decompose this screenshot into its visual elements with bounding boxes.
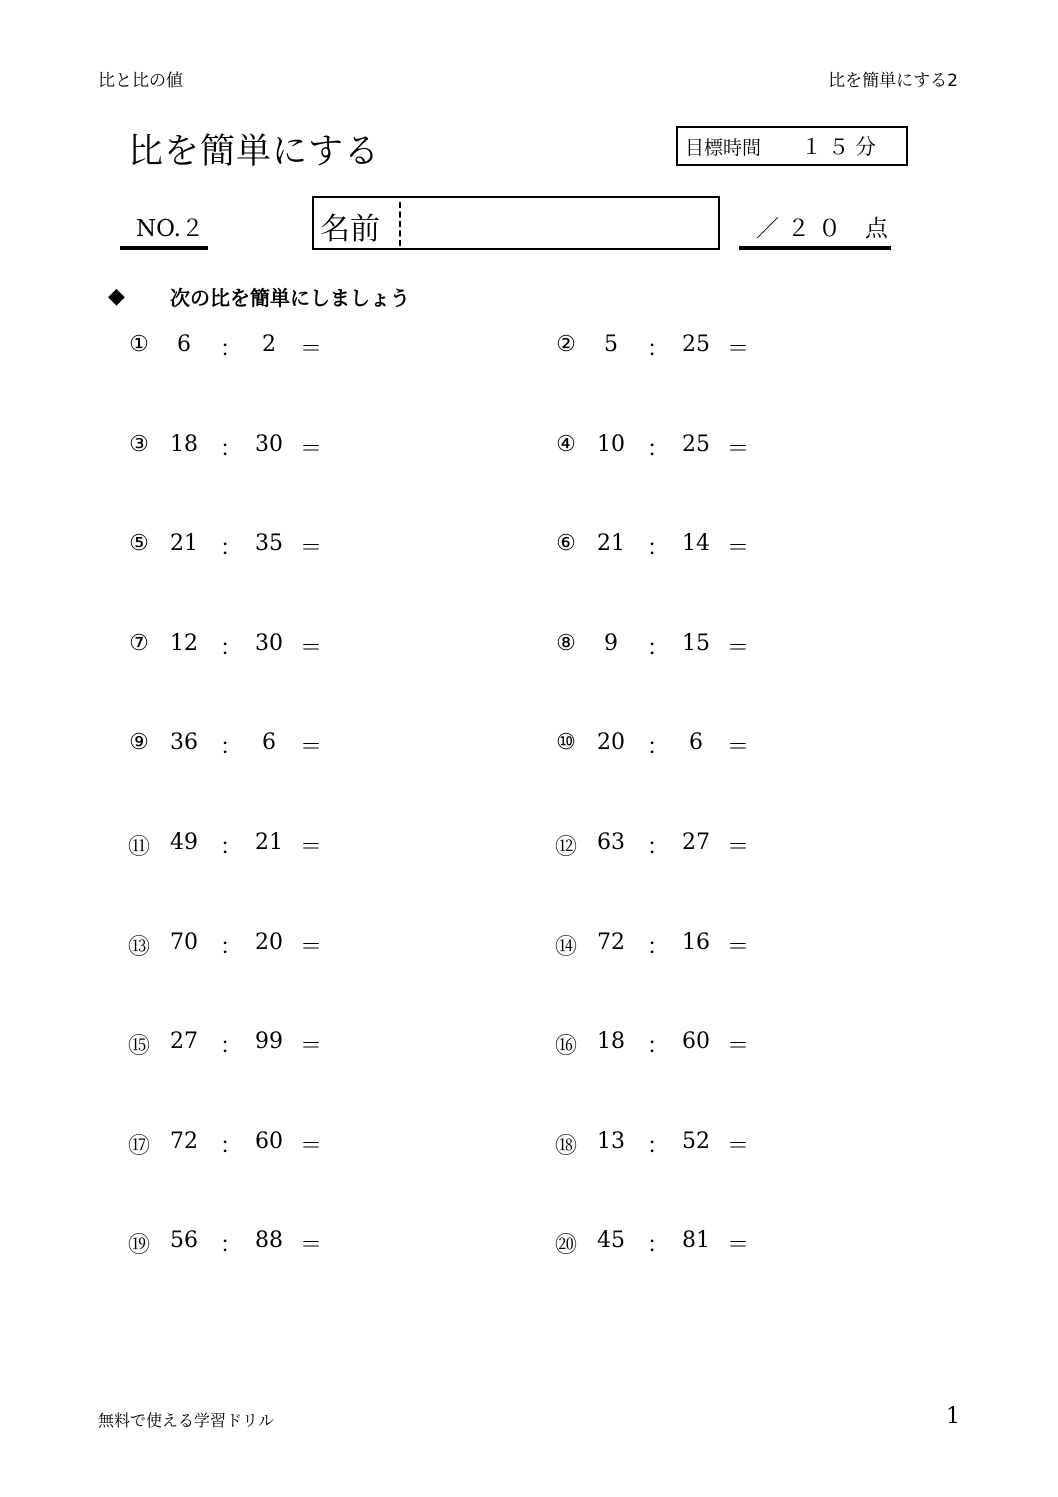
ratio-left-term: 9 — [604, 631, 618, 656]
ratio-left-term: 49 — [170, 830, 198, 855]
ratio-left-term: 18 — [170, 432, 198, 457]
ratio-left-term: 5 — [604, 332, 618, 357]
target-time-value: １５分 — [801, 135, 883, 159]
target-time-label: 目標時間 — [685, 136, 762, 159]
problem-item — [551, 332, 771, 362]
equals-sign: ＝ — [727, 536, 750, 561]
problem-item — [124, 830, 344, 860]
ratio-colon: ： — [647, 337, 670, 362]
problem-item — [124, 730, 344, 760]
ratio-left-term: 21 — [170, 531, 198, 556]
instruction — [108, 282, 410, 311]
problem-number: ⑳ — [554, 1233, 577, 1258]
equals-sign: ＝ — [300, 337, 323, 362]
problem-item — [551, 631, 771, 661]
ratio-left-term: 20 — [597, 730, 625, 755]
ratio-right-term: 88 — [255, 1228, 283, 1253]
equals-sign: ＝ — [300, 1233, 323, 1258]
ratio-colon: ： — [220, 735, 243, 760]
problem-number: ④ — [556, 432, 576, 457]
ratio-colon: ： — [220, 1134, 243, 1159]
problem-number: ① — [129, 332, 149, 357]
ratio-colon: ： — [220, 536, 243, 561]
problem-item — [124, 1029, 344, 1059]
ratio-right-term: 60 — [682, 1029, 710, 1054]
ratio-left-term: 45 — [597, 1228, 625, 1253]
page-number: 1 — [946, 1404, 960, 1429]
ratio-left-term: 13 — [597, 1129, 625, 1154]
equals-sign: ＝ — [300, 437, 323, 462]
name-label: 名前 — [320, 212, 380, 247]
problem-number: ⑯ — [554, 1034, 577, 1059]
ratio-left-term: 27 — [170, 1029, 198, 1054]
ratio-colon: ： — [647, 1134, 670, 1159]
ratio-left-term: 12 — [170, 631, 198, 656]
score-underline — [739, 246, 891, 250]
ratio-right-term: 52 — [682, 1129, 710, 1154]
problem-item — [124, 631, 344, 661]
ratio-colon: ： — [220, 337, 243, 362]
ratio-right-term: 30 — [255, 631, 283, 656]
score-total: ／２０ — [756, 216, 849, 242]
diamond-icon: ◆ — [108, 284, 125, 309]
ratio-left-term: 36 — [170, 730, 198, 755]
problem-item — [551, 1129, 771, 1159]
problem-number: ⑨ — [129, 730, 149, 755]
equals-sign: ＝ — [727, 1034, 750, 1059]
ratio-left-term: 72 — [170, 1129, 198, 1154]
equals-sign: ＝ — [727, 1134, 750, 1159]
header-right: 比を簡単にする2 — [828, 71, 958, 91]
target-time-box — [676, 126, 908, 166]
ratio-left-term: 70 — [170, 930, 198, 955]
equals-sign: ＝ — [727, 835, 750, 860]
problem-number: ⑮ — [127, 1034, 150, 1059]
problem-item — [551, 730, 771, 760]
problem-item — [124, 531, 344, 561]
problem-item — [551, 930, 771, 960]
problem-item — [551, 830, 771, 860]
instruction-text: 次の比を簡単にしましょう — [170, 286, 410, 310]
ratio-right-term: 21 — [255, 830, 283, 855]
ratio-left-term: 18 — [597, 1029, 625, 1054]
ratio-colon: ： — [647, 1034, 670, 1059]
footer-left: 無料で使える学習ドリル — [98, 1411, 275, 1430]
ratio-right-term: 15 — [682, 631, 710, 656]
ratio-left-term: 6 — [177, 332, 191, 357]
sheet-number-underline — [120, 246, 208, 250]
ratio-right-term: 6 — [262, 730, 276, 755]
ratio-colon: ： — [220, 1034, 243, 1059]
problem-number: ⑩ — [556, 730, 576, 755]
problem-item — [124, 1228, 344, 1258]
ratio-right-term: 25 — [682, 332, 710, 357]
problem-number: ⑬ — [127, 935, 150, 960]
ratio-left-term: 63 — [597, 830, 625, 855]
problem-item — [551, 531, 771, 561]
ratio-colon: ： — [220, 835, 243, 860]
equals-sign: ＝ — [300, 536, 323, 561]
equals-sign: ＝ — [300, 835, 323, 860]
ratio-right-term: 25 — [682, 432, 710, 457]
problem-number: ⑥ — [556, 531, 576, 556]
problem-item — [124, 432, 344, 462]
equals-sign: ＝ — [727, 636, 750, 661]
problem-number: ⑪ — [127, 835, 150, 860]
problem-item — [551, 1228, 771, 1258]
ratio-colon: ： — [647, 735, 670, 760]
ratio-right-term: 30 — [255, 432, 283, 457]
problem-number: ② — [556, 332, 576, 357]
problem-number: ⑱ — [554, 1134, 577, 1159]
equals-sign: ＝ — [727, 735, 750, 760]
name-divider — [399, 202, 401, 246]
ratio-colon: ： — [647, 536, 670, 561]
problem-number: ⑰ — [127, 1134, 150, 1159]
equals-sign: ＝ — [300, 735, 323, 760]
ratio-right-term: 27 — [682, 830, 710, 855]
ratio-right-term: 6 — [689, 730, 703, 755]
problem-number: ⑤ — [129, 531, 149, 556]
name-field[interactable] — [312, 196, 720, 250]
ratio-left-term: 21 — [597, 531, 625, 556]
score-unit: 点 — [865, 216, 888, 242]
problem-number: ⑲ — [127, 1233, 150, 1258]
equals-sign: ＝ — [300, 1034, 323, 1059]
problem-number: ⑫ — [554, 835, 577, 860]
ratio-right-term: 16 — [682, 930, 710, 955]
problem-number: ③ — [129, 432, 149, 457]
ratio-left-term: 56 — [170, 1228, 198, 1253]
ratio-left-term: 72 — [597, 930, 625, 955]
equals-sign: ＝ — [727, 337, 750, 362]
ratio-colon: ： — [220, 1233, 243, 1258]
equals-sign: ＝ — [300, 1134, 323, 1159]
equals-sign: ＝ — [727, 437, 750, 462]
ratio-colon: ： — [647, 835, 670, 860]
problem-item — [124, 930, 344, 960]
problem-item — [551, 1029, 771, 1059]
equals-sign: ＝ — [300, 636, 323, 661]
score-field — [756, 210, 888, 243]
ratio-colon: ： — [647, 935, 670, 960]
ratio-colon: ： — [647, 1233, 670, 1258]
ratio-right-term: 2 — [262, 332, 276, 357]
ratio-right-term: 99 — [255, 1029, 283, 1054]
ratio-colon: ： — [220, 636, 243, 661]
problem-item — [124, 332, 344, 362]
problem-number: ⑭ — [554, 935, 577, 960]
ratio-colon: ： — [220, 437, 243, 462]
problem-item — [551, 432, 771, 462]
sheet-number: NO.２ — [136, 216, 204, 242]
ratio-colon: ： — [647, 437, 670, 462]
ratio-right-term: 14 — [682, 531, 710, 556]
equals-sign: ＝ — [727, 935, 750, 960]
ratio-right-term: 81 — [682, 1228, 710, 1253]
equals-sign: ＝ — [727, 1233, 750, 1258]
ratio-right-term: 20 — [255, 930, 283, 955]
problem-number: ⑦ — [129, 631, 149, 656]
problem-number: ⑧ — [556, 631, 576, 656]
ratio-colon: ： — [220, 935, 243, 960]
ratio-right-term: 60 — [255, 1129, 283, 1154]
equals-sign: ＝ — [300, 935, 323, 960]
ratio-colon: ： — [647, 636, 670, 661]
ratio-right-term: 35 — [255, 531, 283, 556]
header-left: 比と比の値 — [98, 71, 183, 91]
problem-item — [124, 1129, 344, 1159]
ratio-left-term: 10 — [597, 432, 625, 457]
page-title: 比を簡単にする — [128, 132, 381, 172]
